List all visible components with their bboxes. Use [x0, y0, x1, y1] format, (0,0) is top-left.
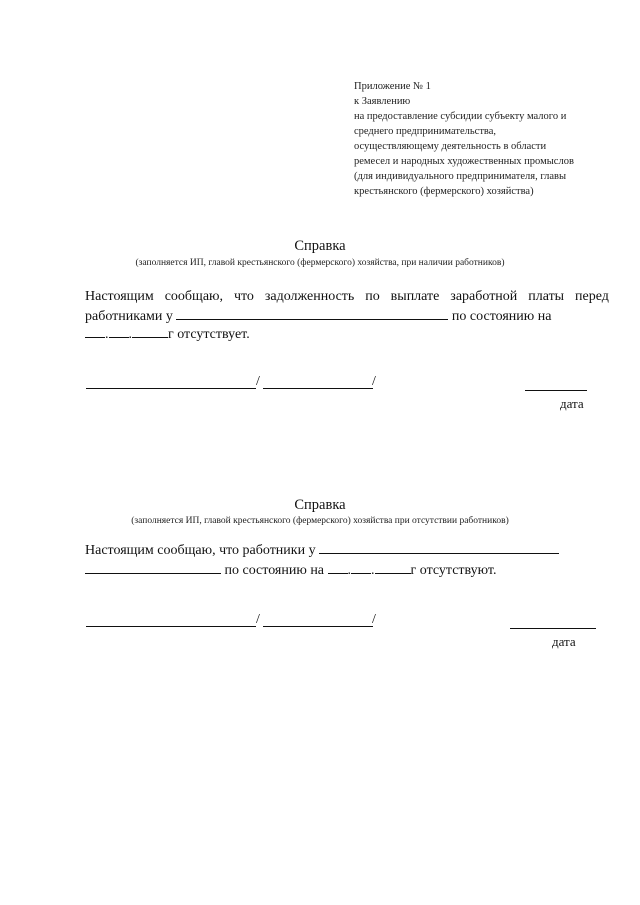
section1-word: платы [528, 289, 565, 304]
section2-subtitle: (заполняется ИП, главой крестьянского (фермерского) хозяйства при отсутствии работников) [131, 516, 509, 526]
section2-line1-start: Настоящим сообщаю, что работники у [85, 543, 316, 558]
annex-header [354, 79, 624, 199]
signature-line[interactable] [86, 626, 256, 627]
date-line[interactable] [525, 390, 587, 391]
section1-word: перед [575, 289, 609, 304]
day-field[interactable] [328, 562, 348, 574]
section1-subtitle: (заполняется ИП, главой крестьянского (фермерского) хозяйства, при наличии работников) [135, 258, 505, 268]
section1-line3-end: г отсутствует. [168, 327, 250, 342]
signature-slash: / [256, 374, 260, 389]
employer-name-continued-field[interactable] [85, 562, 221, 574]
signature-slash: / [372, 374, 376, 389]
name-line[interactable] [263, 388, 373, 389]
annex-line: среднего предпринимательства, [354, 126, 497, 137]
month-field[interactable] [109, 326, 129, 338]
signature-slash: / [372, 612, 376, 627]
section1-word: выплате [390, 289, 440, 304]
section1-line2-start: работниками у [85, 309, 173, 324]
section1-line3: . . г отсутствует. [85, 326, 250, 343]
employer-name-field[interactable] [176, 308, 448, 320]
annex-line: на предоставление субсидии субъекту малого и [354, 111, 567, 122]
signature-line[interactable] [86, 388, 256, 389]
date-label: дата [552, 634, 576, 649]
section2-title: Справка [294, 497, 346, 513]
section2-line1 [85, 542, 559, 559]
annex-line: к Заявлению [354, 96, 411, 107]
section1-word: что [233, 289, 254, 304]
section2-line2-end: г отсутствуют. [410, 563, 497, 578]
section1-word: сообщаю, [164, 289, 224, 304]
annex-line: (для индивидуального предпринимателя, главы [354, 171, 567, 182]
section1-line2 [85, 308, 551, 325]
name-line[interactable] [263, 626, 373, 627]
year-field[interactable] [375, 562, 411, 574]
section1-word: по [365, 289, 380, 304]
section1-line2-end: по состоянию на [451, 309, 552, 324]
section1-word: задолженность [264, 289, 355, 304]
date-line[interactable] [510, 628, 596, 629]
signature-slash: / [256, 612, 260, 627]
section1-line1 [85, 289, 609, 305]
annex-line: ремесел и народных художественных промыслов [354, 156, 574, 167]
section1-word: заработной [450, 289, 518, 304]
day-field[interactable] [85, 326, 105, 338]
annex-line: Приложение № 1 [354, 81, 431, 92]
year-field[interactable] [132, 326, 168, 338]
date-label: дата [560, 396, 584, 411]
month-field[interactable] [351, 562, 371, 574]
section1-title: Справка [294, 238, 346, 254]
section2-line2: по состоянию на . . г отсутствуют. [85, 562, 497, 579]
section1-word: Настоящим [85, 289, 154, 304]
section2-line2-mid: по состоянию на [224, 563, 325, 578]
annex-line: крестьянского (фермерского) хозяйства) [354, 186, 534, 197]
employer-name-field[interactable] [319, 542, 559, 554]
annex-line: осуществляющему деятельность в области [354, 141, 547, 152]
